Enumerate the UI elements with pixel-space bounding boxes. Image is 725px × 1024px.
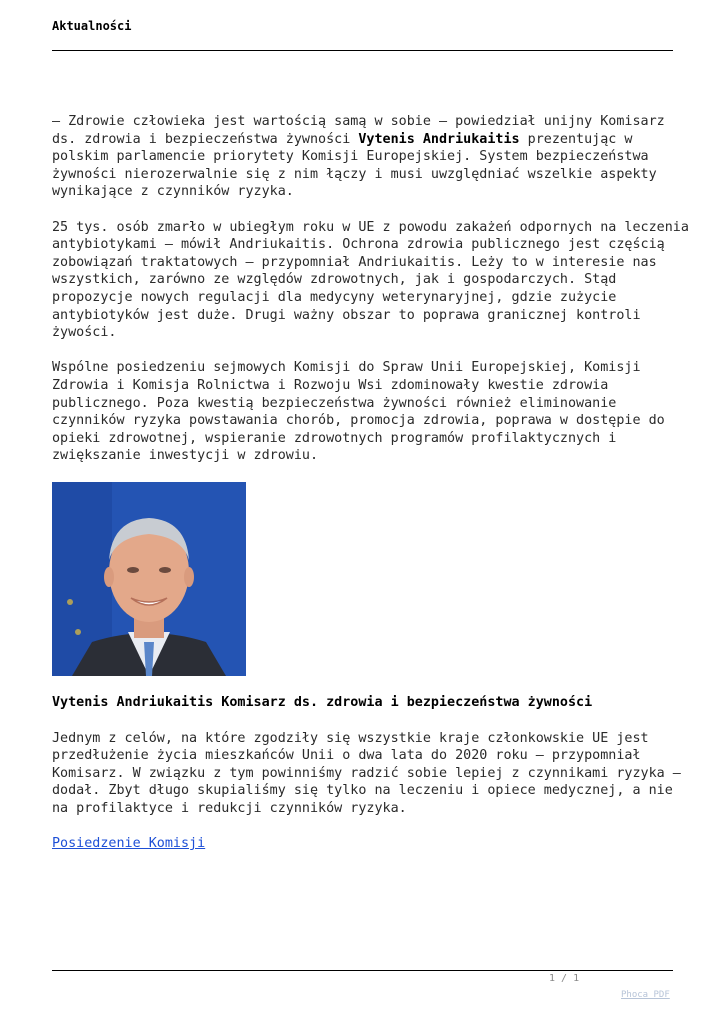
page-title: Aktualności [52,19,132,33]
footer-divider [52,970,673,971]
paragraph-intro-text-start: – Zdrowie człowieka jest wartością samą w sobie – powiedział unijny Komisarz ds. zdrowia i bezpieczeństwa żywności [52,114,665,147]
paragraph-intro-text-end: prezentując w polskim parlamencie priorytety Komisji Europejskiej. System bezpieczeństwa żywności nierozerwalnie się z nim łączy i musi uwzględniać wszelkie aspekty wynikające z czynników ryzyka. [52,131,657,200]
header-divider [52,50,673,51]
link-paragraph [52,835,692,853]
paragraph-life-expectancy: Jednym z celów, na które zgodziły się wszystkie kraje członkowskie UE jest przedłużenie życia mieszkańców Unii o dwa lata do 2020 roku – przypomniał Komisarz. W związku z tym powinniśmy radzić sobie lepiej z czynnikami ryzyka – dodał. Zbyt długo skupialiśmy się tylko na leczeniu i opiece medycznej, a nie na profilaktyce i redukcji czynników ryzyka. [52,730,681,817]
phoca-pdf-link[interactable]: Phoca PDF [621,990,670,1000]
paragraph-antibiotics: 25 tys. osób zmarło w ubiegłym roku w UE z powodu zakażeń odpornych na leczenia antybiotykami – mówił Andriukaitis. Ochrona zdrowia publicznego jest częścią zobowiązań traktatowych – przypomniał Andriukaitis. Leży to w interesie nas wszystkich, zarówno ze względów zdrowotnych, jak i gospodarczych. Stąd propozycje nowych regulacji dla medycyny weterynaryjnej, gdzie zużycie antybiotyków jest duże. Drugi ważny obszar to poprawa granicznej kontroli żywości. [52,219,689,341]
article-body [52,113,692,870]
paragraph-intro [52,113,692,201]
commissioner-photo [52,482,246,676]
paragraph-committees: Wspólne posiedzeniu sejmowych Komisji do Spraw Unii Europejskiej, Komisji Zdrowia i Komisja Rolnictwa i Rozwoju Wsi zdominowały kwestie zdrowia publicznego. Poza kwestią bezpieczeństwa żywności również eliminowanie czynników ryzyka powstawania chorób, promocja zdrowia, poprawa w dostępie do opieki zdrowotnej, wspieranie zdrowotnych programów profilaktycznych i zwiększanie inwestycji w zdrowiu. [52,360,665,464]
photo-caption: Vytenis Andriukaitis Komisarz ds. zdrowia i bezpieczeństwa żywności [52,695,593,711]
commissioner-name: Vytenis Andriukaitis [358,131,520,147]
page-number: 1 / 1 [549,973,580,984]
portrait-illustration [52,482,246,676]
committee-session-link[interactable]: Posiedzenie Komisji [52,836,206,852]
